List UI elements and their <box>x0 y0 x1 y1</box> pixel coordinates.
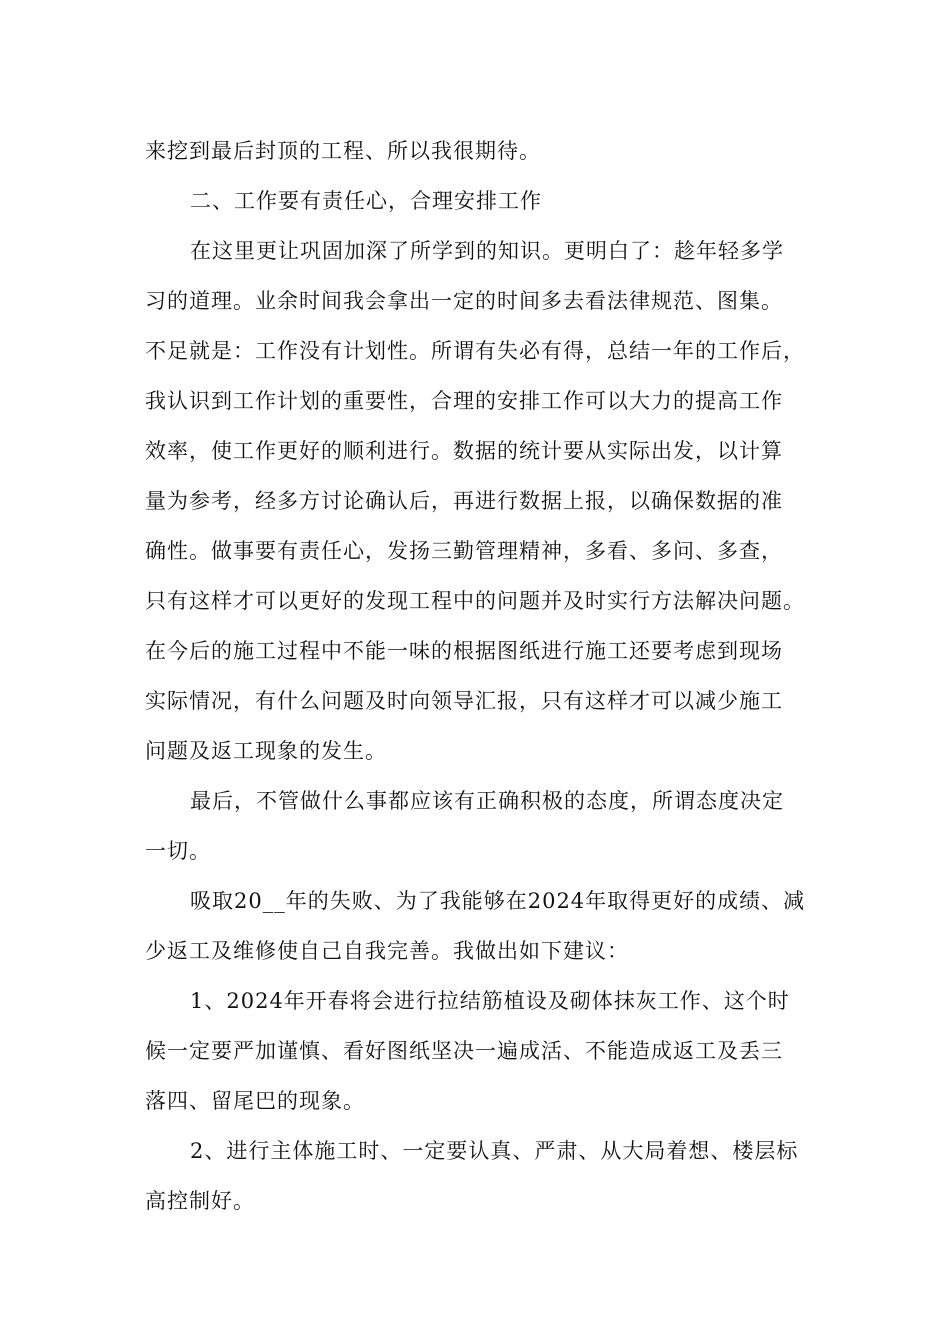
text-line: 一切。 <box>145 839 211 863</box>
text-line: 高控制好。 <box>145 1189 255 1213</box>
text-line: 吸取20__年的失败、为了我能够在2024年取得更好的成绩、减 <box>190 889 806 913</box>
text-line: 量为参考，经多方讨论确认后，再进行数据上报，以确保数据的准 <box>145 489 783 513</box>
text-line: 在这里更让巩固加深了所学到的知识。更明白了：趁年轻多学 <box>190 239 784 263</box>
list-item: 1、2024年开春将会进行拉结筋植设及砌体抹灰工作、这个时 <box>190 989 790 1013</box>
text-line: 最后，不管做什么事都应该有正确积极的态度，所谓态度决定 <box>190 789 784 813</box>
text-line: 少返工及维修使自己自我完善。我做出如下建议： <box>145 939 629 963</box>
text-line: 不足就是：工作没有计划性。所谓有失必有得，总结一年的工作后， <box>145 339 805 363</box>
text-line: 我认识到工作计划的重要性，合理的安排工作可以大力的提高工作 <box>145 389 783 413</box>
text-line: 来挖到最后封顶的工程、所以我很期待。 <box>145 139 541 163</box>
text-line: 习的道理。业余时间我会拿出一定的时间多去看法律规范、图集。 <box>145 289 783 313</box>
section-heading: 二、工作要有责任心，合理安排工作 <box>190 189 542 213</box>
text-line: 候一定要严加谨慎、看好图纸坚决一遍成活、不能造成返工及丢三 <box>145 1039 783 1063</box>
text-line: 只有这样才可以更好的发现工程中的问题并及时实行方法解决问题。 <box>145 589 805 613</box>
text-line: 实际情况，有什么问题及时向领导汇报，只有这样才可以减少施工 <box>145 689 783 713</box>
text-line: 在今后的施工过程中不能一味的根据图纸进行施工还要考虑到现场 <box>145 639 783 663</box>
text-line: 问题及返工现象的发生。 <box>145 739 387 763</box>
text-line: 效率，使工作更好的顺利进行。数据的统计要从实际出发，以计算 <box>145 439 783 463</box>
list-item: 2、进行主体施工时、一定要认真、严肃、从大局着想、楼层标 <box>190 1139 799 1163</box>
text-line: 确性。做事要有责任心，发扬三勤管理精神，多看、多问、多查， <box>145 539 783 563</box>
text-line: 落四、留尾巴的现象。 <box>145 1089 365 1113</box>
